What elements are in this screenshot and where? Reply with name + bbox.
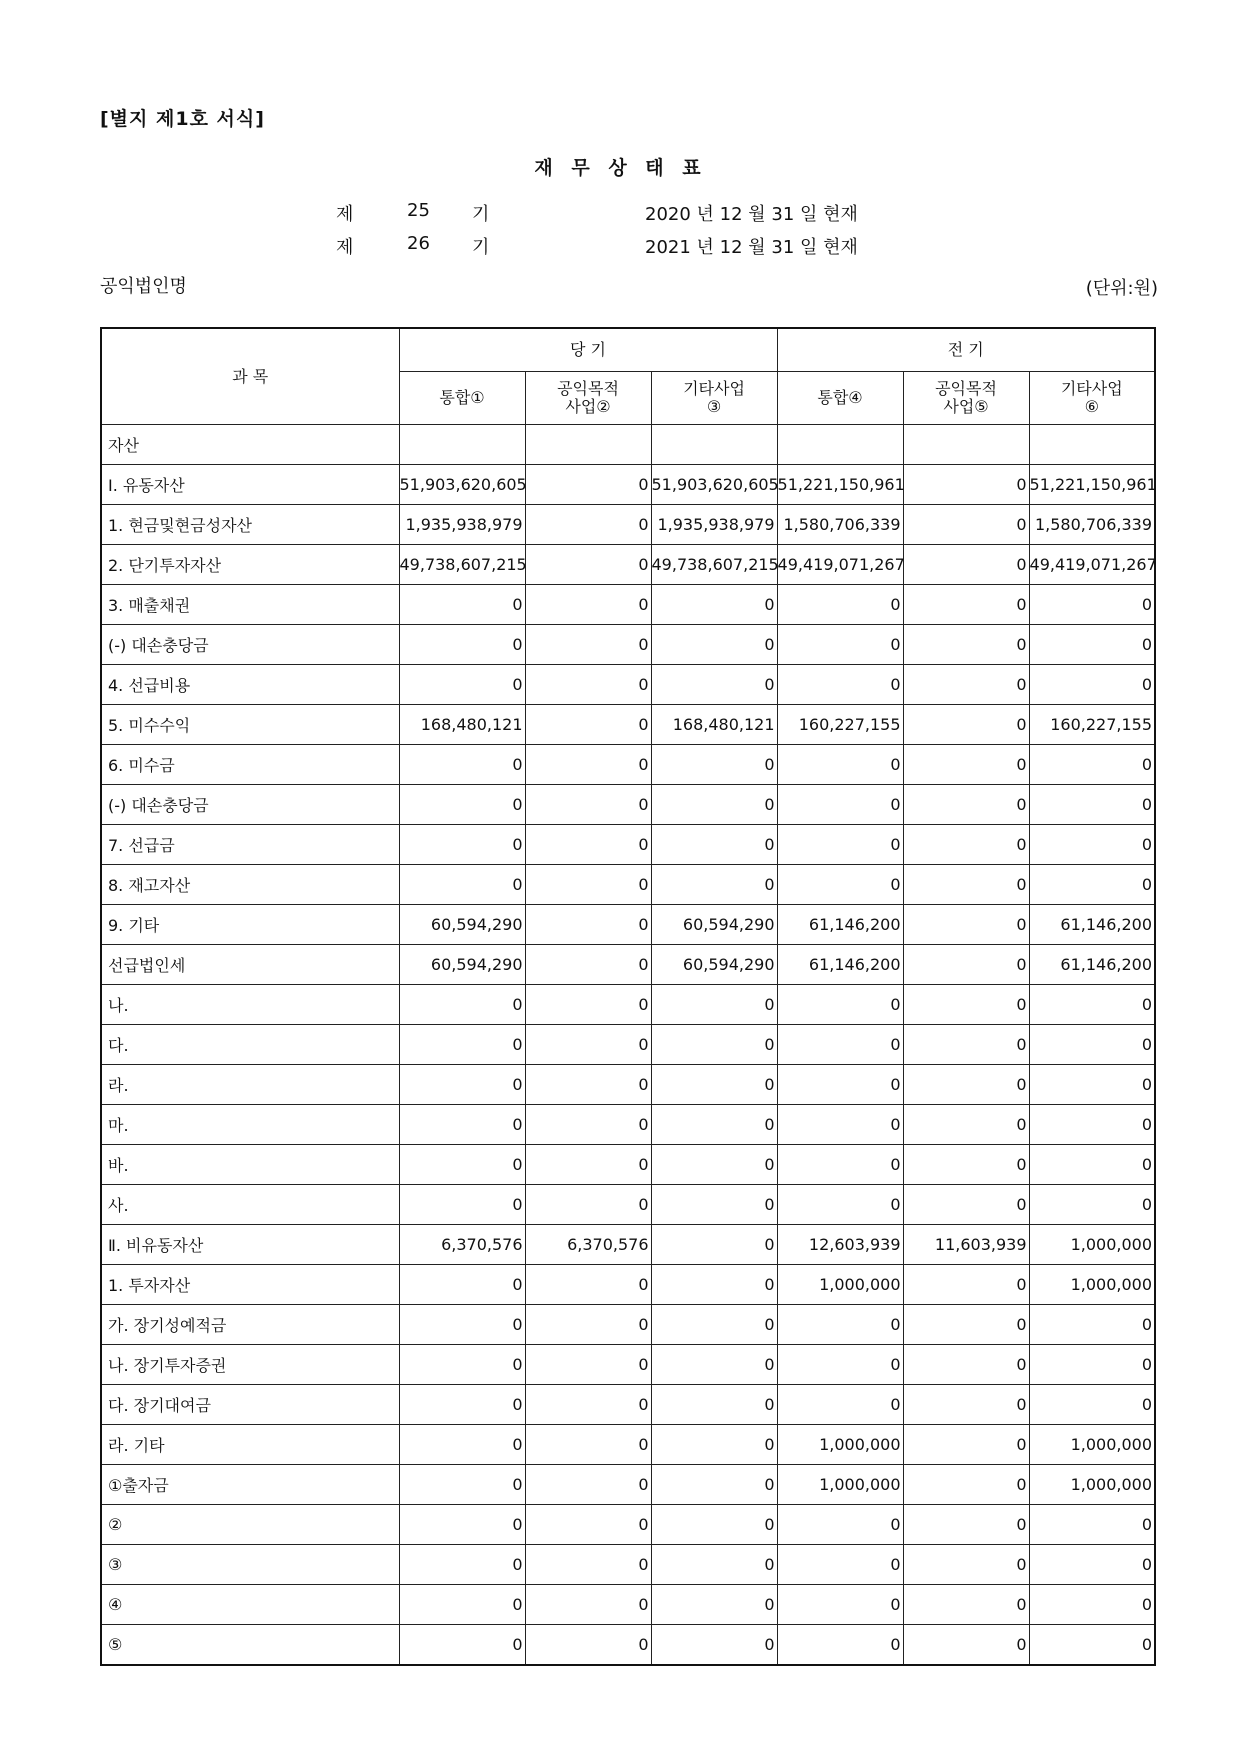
amount-cell: 0 — [399, 1105, 525, 1145]
account-name: ④ — [101, 1585, 399, 1625]
table-row — [101, 985, 1155, 1025]
amount-cell: 0 — [525, 585, 651, 625]
amount-cell: 0 — [1029, 825, 1155, 865]
table-row — [101, 505, 1155, 545]
account-name: 7. 선급금 — [101, 825, 399, 865]
column-header: 기타사업 ⑥ — [1029, 372, 1155, 425]
amount-cell: 168,480,121 — [399, 705, 525, 745]
account-name: 바. — [101, 1145, 399, 1185]
amount-cell: 0 — [651, 1025, 777, 1065]
amount-cell: 0 — [651, 665, 777, 705]
amount-cell: 0 — [1029, 1025, 1155, 1065]
table-row — [101, 1225, 1155, 1265]
amount-cell: 61,146,200 — [777, 905, 903, 945]
amount-cell: 61,146,200 — [777, 945, 903, 985]
amount-cell: 0 — [903, 1185, 1029, 1225]
amount-cell: 51,221,150,961 — [777, 465, 903, 505]
amount-cell — [399, 425, 525, 465]
amount-cell: 0 — [399, 1265, 525, 1305]
table-row — [101, 705, 1155, 745]
account-name: 선급법인세 — [101, 945, 399, 985]
subject-header: 과 목 — [101, 328, 399, 425]
account-name: Ⅰ. 유동자산 — [101, 465, 399, 505]
table-row — [101, 1265, 1155, 1305]
amount-cell: 0 — [903, 1265, 1029, 1305]
amount-cell: 0 — [903, 1105, 1029, 1145]
amount-cell: 0 — [903, 465, 1029, 505]
amount-cell: 0 — [1029, 1625, 1155, 1666]
table-row — [101, 1625, 1155, 1666]
amount-cell: 0 — [399, 865, 525, 905]
amount-cell: 0 — [651, 1625, 777, 1666]
table-row — [101, 1425, 1155, 1465]
document-title: 재 무 상 태 표 — [534, 157, 707, 179]
amount-cell: 0 — [399, 1385, 525, 1425]
account-name: ② — [101, 1505, 399, 1545]
period-line-1 — [0, 200, 1241, 226]
account-name: 1. 현금및현금성자산 — [101, 505, 399, 545]
amount-cell: 0 — [903, 665, 1029, 705]
period-prefix: 제 — [336, 237, 354, 258]
table-row — [101, 1305, 1155, 1345]
amount-cell: 0 — [777, 665, 903, 705]
amount-cell: 0 — [525, 1385, 651, 1425]
amount-cell: 0 — [903, 745, 1029, 785]
amount-cell: 0 — [903, 625, 1029, 665]
account-name: 8. 재고자산 — [101, 865, 399, 905]
amount-cell: 0 — [777, 1065, 903, 1105]
amount-cell: 0 — [903, 1625, 1029, 1666]
amount-cell: 0 — [399, 825, 525, 865]
amount-cell: 0 — [525, 785, 651, 825]
amount-cell: 0 — [399, 1345, 525, 1385]
amount-cell: 0 — [651, 1145, 777, 1185]
amount-cell: 49,419,071,267 — [777, 545, 903, 585]
table-row — [101, 1105, 1155, 1145]
amount-cell: 1,000,000 — [1029, 1465, 1155, 1505]
account-name: 4. 선급비용 — [101, 665, 399, 705]
current-period-header: 당 기 — [399, 328, 777, 372]
column-header: 공익목적 사업⑤ — [903, 372, 1029, 425]
amount-cell: 0 — [651, 1465, 777, 1505]
amount-cell: 60,594,290 — [651, 945, 777, 985]
table-row — [101, 785, 1155, 825]
column-header: 통합① — [399, 372, 525, 425]
balance-sheet-table — [100, 327, 1156, 1666]
amount-cell: 0 — [777, 745, 903, 785]
table-row — [101, 1065, 1155, 1105]
amount-cell: 0 — [525, 665, 651, 705]
table-row — [101, 865, 1155, 905]
amount-cell: 0 — [525, 705, 651, 745]
amount-cell: 0 — [651, 785, 777, 825]
amount-cell: 0 — [525, 1545, 651, 1585]
table-row — [101, 825, 1155, 865]
amount-cell — [777, 425, 903, 465]
amount-cell: 1,935,938,979 — [399, 505, 525, 545]
amount-cell: 0 — [399, 1625, 525, 1666]
amount-cell: 0 — [777, 1385, 903, 1425]
amount-cell: 0 — [903, 945, 1029, 985]
table-row — [101, 585, 1155, 625]
amount-cell: 0 — [777, 1145, 903, 1185]
amount-cell: 0 — [1029, 985, 1155, 1025]
column-header: 기타사업 ③ — [651, 372, 777, 425]
account-name: 마. — [101, 1105, 399, 1145]
amount-cell: 1,000,000 — [777, 1465, 903, 1505]
amount-cell: 0 — [399, 665, 525, 705]
amount-cell: 0 — [399, 625, 525, 665]
amount-cell: 0 — [903, 905, 1029, 945]
amount-cell: 0 — [777, 1585, 903, 1625]
unit-label: (단위:원) — [1085, 278, 1158, 299]
amount-cell: 0 — [903, 585, 1029, 625]
amount-cell: 0 — [777, 1025, 903, 1065]
table-row — [101, 625, 1155, 665]
period-prefix: 제 — [336, 204, 354, 225]
amount-cell: 0 — [525, 825, 651, 865]
amount-cell: 0 — [903, 1585, 1029, 1625]
amount-cell: 0 — [651, 985, 777, 1025]
amount-cell: 0 — [651, 865, 777, 905]
amount-cell: 0 — [651, 1505, 777, 1545]
amount-cell: 0 — [1029, 1145, 1155, 1185]
amount-cell: 0 — [777, 1625, 903, 1666]
account-name: 다. — [101, 1025, 399, 1065]
amount-cell: 6,370,576 — [525, 1225, 651, 1265]
amount-cell: 0 — [777, 1505, 903, 1545]
amount-cell: 51,903,620,605 — [399, 465, 525, 505]
amount-cell: 61,146,200 — [1029, 905, 1155, 945]
amount-cell: 0 — [903, 1025, 1029, 1065]
amount-cell: 0 — [651, 1065, 777, 1105]
amount-cell: 0 — [525, 1265, 651, 1305]
amount-cell: 0 — [399, 585, 525, 625]
table-row — [101, 1585, 1155, 1625]
amount-cell: 0 — [399, 1065, 525, 1105]
amount-cell: 1,000,000 — [1029, 1425, 1155, 1465]
amount-cell: 0 — [525, 945, 651, 985]
amount-cell: 0 — [399, 1465, 525, 1505]
amount-cell: 0 — [903, 1065, 1029, 1105]
amount-cell: 0 — [777, 625, 903, 665]
amount-cell: 0 — [1029, 1305, 1155, 1345]
amount-cell: 0 — [903, 865, 1029, 905]
amount-cell: 0 — [399, 1185, 525, 1225]
account-name: 나. 장기투자증권 — [101, 1345, 399, 1385]
organization-label: 공익법인명 — [100, 276, 187, 297]
amount-cell: 0 — [1029, 1385, 1155, 1425]
account-name: (-) 대손충당금 — [101, 625, 399, 665]
amount-cell: 0 — [1029, 1505, 1155, 1545]
amount-cell: 0 — [777, 865, 903, 905]
table-row — [101, 1185, 1155, 1225]
amount-cell: 0 — [525, 465, 651, 505]
account-name: 다. 장기대여금 — [101, 1385, 399, 1425]
amount-cell: 6,370,576 — [399, 1225, 525, 1265]
account-name: 사. — [101, 1185, 399, 1225]
amount-cell: 0 — [1029, 1185, 1155, 1225]
amount-cell: 11,603,939 — [903, 1225, 1029, 1265]
amount-cell: 0 — [903, 1545, 1029, 1585]
amount-cell: 0 — [651, 1345, 777, 1385]
period-date: 2020 년 12 월 31 일 현재 — [645, 204, 858, 225]
amount-cell: 0 — [903, 1145, 1029, 1185]
table-row — [101, 905, 1155, 945]
amount-cell: 0 — [525, 1585, 651, 1625]
amount-cell: 0 — [651, 1385, 777, 1425]
amount-cell: 49,419,071,267 — [1029, 545, 1155, 585]
amount-cell: 0 — [399, 985, 525, 1025]
account-name: ⑤ — [101, 1625, 399, 1666]
amount-cell: 0 — [1029, 745, 1155, 785]
amount-cell: 0 — [525, 865, 651, 905]
account-name: 나. — [101, 985, 399, 1025]
amount-cell: 51,221,150,961 — [1029, 465, 1155, 505]
amount-cell: 60,594,290 — [399, 945, 525, 985]
amount-cell: 0 — [903, 825, 1029, 865]
amount-cell: 0 — [399, 1425, 525, 1465]
table-row — [101, 745, 1155, 785]
amount-cell: 0 — [777, 1185, 903, 1225]
amount-cell: 0 — [1029, 1585, 1155, 1625]
amount-cell: 0 — [903, 1305, 1029, 1345]
table-row — [101, 1385, 1155, 1425]
amount-cell — [525, 425, 651, 465]
amount-cell: 0 — [777, 1345, 903, 1385]
table-body — [101, 425, 1155, 1666]
amount-cell: 0 — [399, 1585, 525, 1625]
account-name: (-) 대손충당금 — [101, 785, 399, 825]
amount-cell: 0 — [903, 1465, 1029, 1505]
amount-cell: 0 — [525, 625, 651, 665]
amount-cell: 1,000,000 — [1029, 1265, 1155, 1305]
amount-cell: 0 — [525, 545, 651, 585]
previous-period-header: 전 기 — [777, 328, 1155, 372]
amount-cell: 0 — [651, 625, 777, 665]
account-name: ③ — [101, 1545, 399, 1585]
table-row — [101, 545, 1155, 585]
amount-cell: 0 — [903, 1345, 1029, 1385]
account-name: 9. 기타 — [101, 905, 399, 945]
amount-cell: 0 — [903, 1505, 1029, 1545]
column-header: 공익목적 사업② — [525, 372, 651, 425]
table-row — [101, 665, 1155, 705]
amount-cell: 0 — [399, 785, 525, 825]
amount-cell: 0 — [525, 1465, 651, 1505]
amount-cell: 0 — [777, 1305, 903, 1345]
account-name: 3. 매출채권 — [101, 585, 399, 625]
amount-cell: 0 — [651, 1265, 777, 1305]
amount-cell: 0 — [525, 505, 651, 545]
table-row — [101, 1145, 1155, 1185]
amount-cell: 49,738,607,215 — [399, 545, 525, 585]
amount-cell: 60,594,290 — [651, 905, 777, 945]
amount-cell: 61,146,200 — [1029, 945, 1155, 985]
amount-cell: 0 — [1029, 585, 1155, 625]
amount-cell: 0 — [777, 785, 903, 825]
amount-cell: 0 — [525, 1425, 651, 1465]
amount-cell: 0 — [651, 1105, 777, 1145]
amount-cell: 0 — [777, 585, 903, 625]
amount-cell: 1,580,706,339 — [777, 505, 903, 545]
amount-cell: 0 — [525, 1505, 651, 1545]
account-name: 5. 미수수익 — [101, 705, 399, 745]
amount-cell: 0 — [525, 1345, 651, 1385]
amount-cell: 0 — [1029, 1545, 1155, 1585]
table-row — [101, 1345, 1155, 1385]
period-date: 2021 년 12 월 31 일 현재 — [645, 237, 858, 258]
table-row — [101, 1025, 1155, 1065]
amount-cell: 160,227,155 — [1029, 705, 1155, 745]
account-name: 자산 — [101, 425, 399, 465]
amount-cell — [651, 425, 777, 465]
amount-cell: 0 — [903, 705, 1029, 745]
account-name: 1. 투자자산 — [101, 1265, 399, 1305]
amount-cell: 51,903,620,605 — [651, 465, 777, 505]
amount-cell: 0 — [777, 825, 903, 865]
account-name: 2. 단기투자자산 — [101, 545, 399, 585]
amount-cell: 0 — [525, 745, 651, 785]
amount-cell: 0 — [903, 1385, 1029, 1425]
amount-cell: 0 — [525, 1145, 651, 1185]
amount-cell: 0 — [651, 1225, 777, 1265]
table-row — [101, 1545, 1155, 1585]
amount-cell: 0 — [651, 1585, 777, 1625]
amount-cell: 160,227,155 — [777, 705, 903, 745]
amount-cell: 0 — [399, 1025, 525, 1065]
period-line-2 — [0, 233, 1241, 259]
amount-cell: 0 — [903, 545, 1029, 585]
amount-cell: 0 — [399, 745, 525, 785]
amount-cell: 0 — [1029, 625, 1155, 665]
period-suffix: 기 — [472, 204, 490, 225]
table-row — [101, 1465, 1155, 1505]
amount-cell: 0 — [525, 905, 651, 945]
amount-cell: 0 — [525, 1185, 651, 1225]
amount-cell: 0 — [777, 985, 903, 1025]
table-row — [101, 425, 1155, 465]
amount-cell: 1,935,938,979 — [651, 505, 777, 545]
amount-cell: 0 — [399, 1305, 525, 1345]
amount-cell: 0 — [399, 1545, 525, 1585]
amount-cell: 0 — [1029, 865, 1155, 905]
amount-cell: 0 — [903, 505, 1029, 545]
column-header: 통합④ — [777, 372, 903, 425]
amount-cell: 0 — [525, 1025, 651, 1065]
amount-cell: 0 — [1029, 1065, 1155, 1105]
amount-cell — [1029, 425, 1155, 465]
amount-cell: 0 — [903, 1425, 1029, 1465]
table-row — [101, 465, 1155, 505]
amount-cell: 0 — [1029, 665, 1155, 705]
amount-cell: 0 — [525, 1105, 651, 1145]
amount-cell: 49,738,607,215 — [651, 545, 777, 585]
account-name: 라. 기타 — [101, 1425, 399, 1465]
amount-cell: 0 — [651, 825, 777, 865]
period-number: 25 — [407, 200, 430, 221]
amount-cell: 0 — [399, 1505, 525, 1545]
account-name: 라. — [101, 1065, 399, 1105]
form-label: [별지 제1호 서식] — [100, 108, 265, 130]
account-name: 6. 미수금 — [101, 745, 399, 785]
amount-cell: 0 — [651, 1425, 777, 1465]
amount-cell: 0 — [651, 1305, 777, 1345]
table-row — [101, 1505, 1155, 1545]
amount-cell: 0 — [399, 1145, 525, 1185]
table-row — [101, 945, 1155, 985]
amount-cell: 0 — [525, 1065, 651, 1105]
amount-cell: 0 — [1029, 1345, 1155, 1385]
amount-cell: 1,000,000 — [777, 1425, 903, 1465]
amount-cell: 0 — [903, 985, 1029, 1025]
amount-cell: 168,480,121 — [651, 705, 777, 745]
account-name: 가. 장기성예적금 — [101, 1305, 399, 1345]
amount-cell: 0 — [651, 1545, 777, 1585]
amount-cell: 0 — [1029, 1105, 1155, 1145]
amount-cell: 1,580,706,339 — [1029, 505, 1155, 545]
amount-cell: 0 — [903, 785, 1029, 825]
amount-cell: 60,594,290 — [399, 905, 525, 945]
amount-cell — [903, 425, 1029, 465]
amount-cell: 0 — [651, 745, 777, 785]
account-name: Ⅱ. 비유동자산 — [101, 1225, 399, 1265]
amount-cell: 0 — [525, 1305, 651, 1345]
account-name: ①출자금 — [101, 1465, 399, 1505]
amount-cell: 0 — [777, 1105, 903, 1145]
amount-cell: 0 — [651, 585, 777, 625]
amount-cell: 12,603,939 — [777, 1225, 903, 1265]
amount-cell: 0 — [1029, 785, 1155, 825]
period-suffix: 기 — [472, 237, 490, 258]
amount-cell: 1,000,000 — [777, 1265, 903, 1305]
amount-cell: 1,000,000 — [1029, 1225, 1155, 1265]
amount-cell: 0 — [651, 1185, 777, 1225]
period-number: 26 — [407, 233, 430, 254]
amount-cell: 0 — [525, 985, 651, 1025]
amount-cell: 0 — [525, 1625, 651, 1666]
amount-cell: 0 — [777, 1545, 903, 1585]
